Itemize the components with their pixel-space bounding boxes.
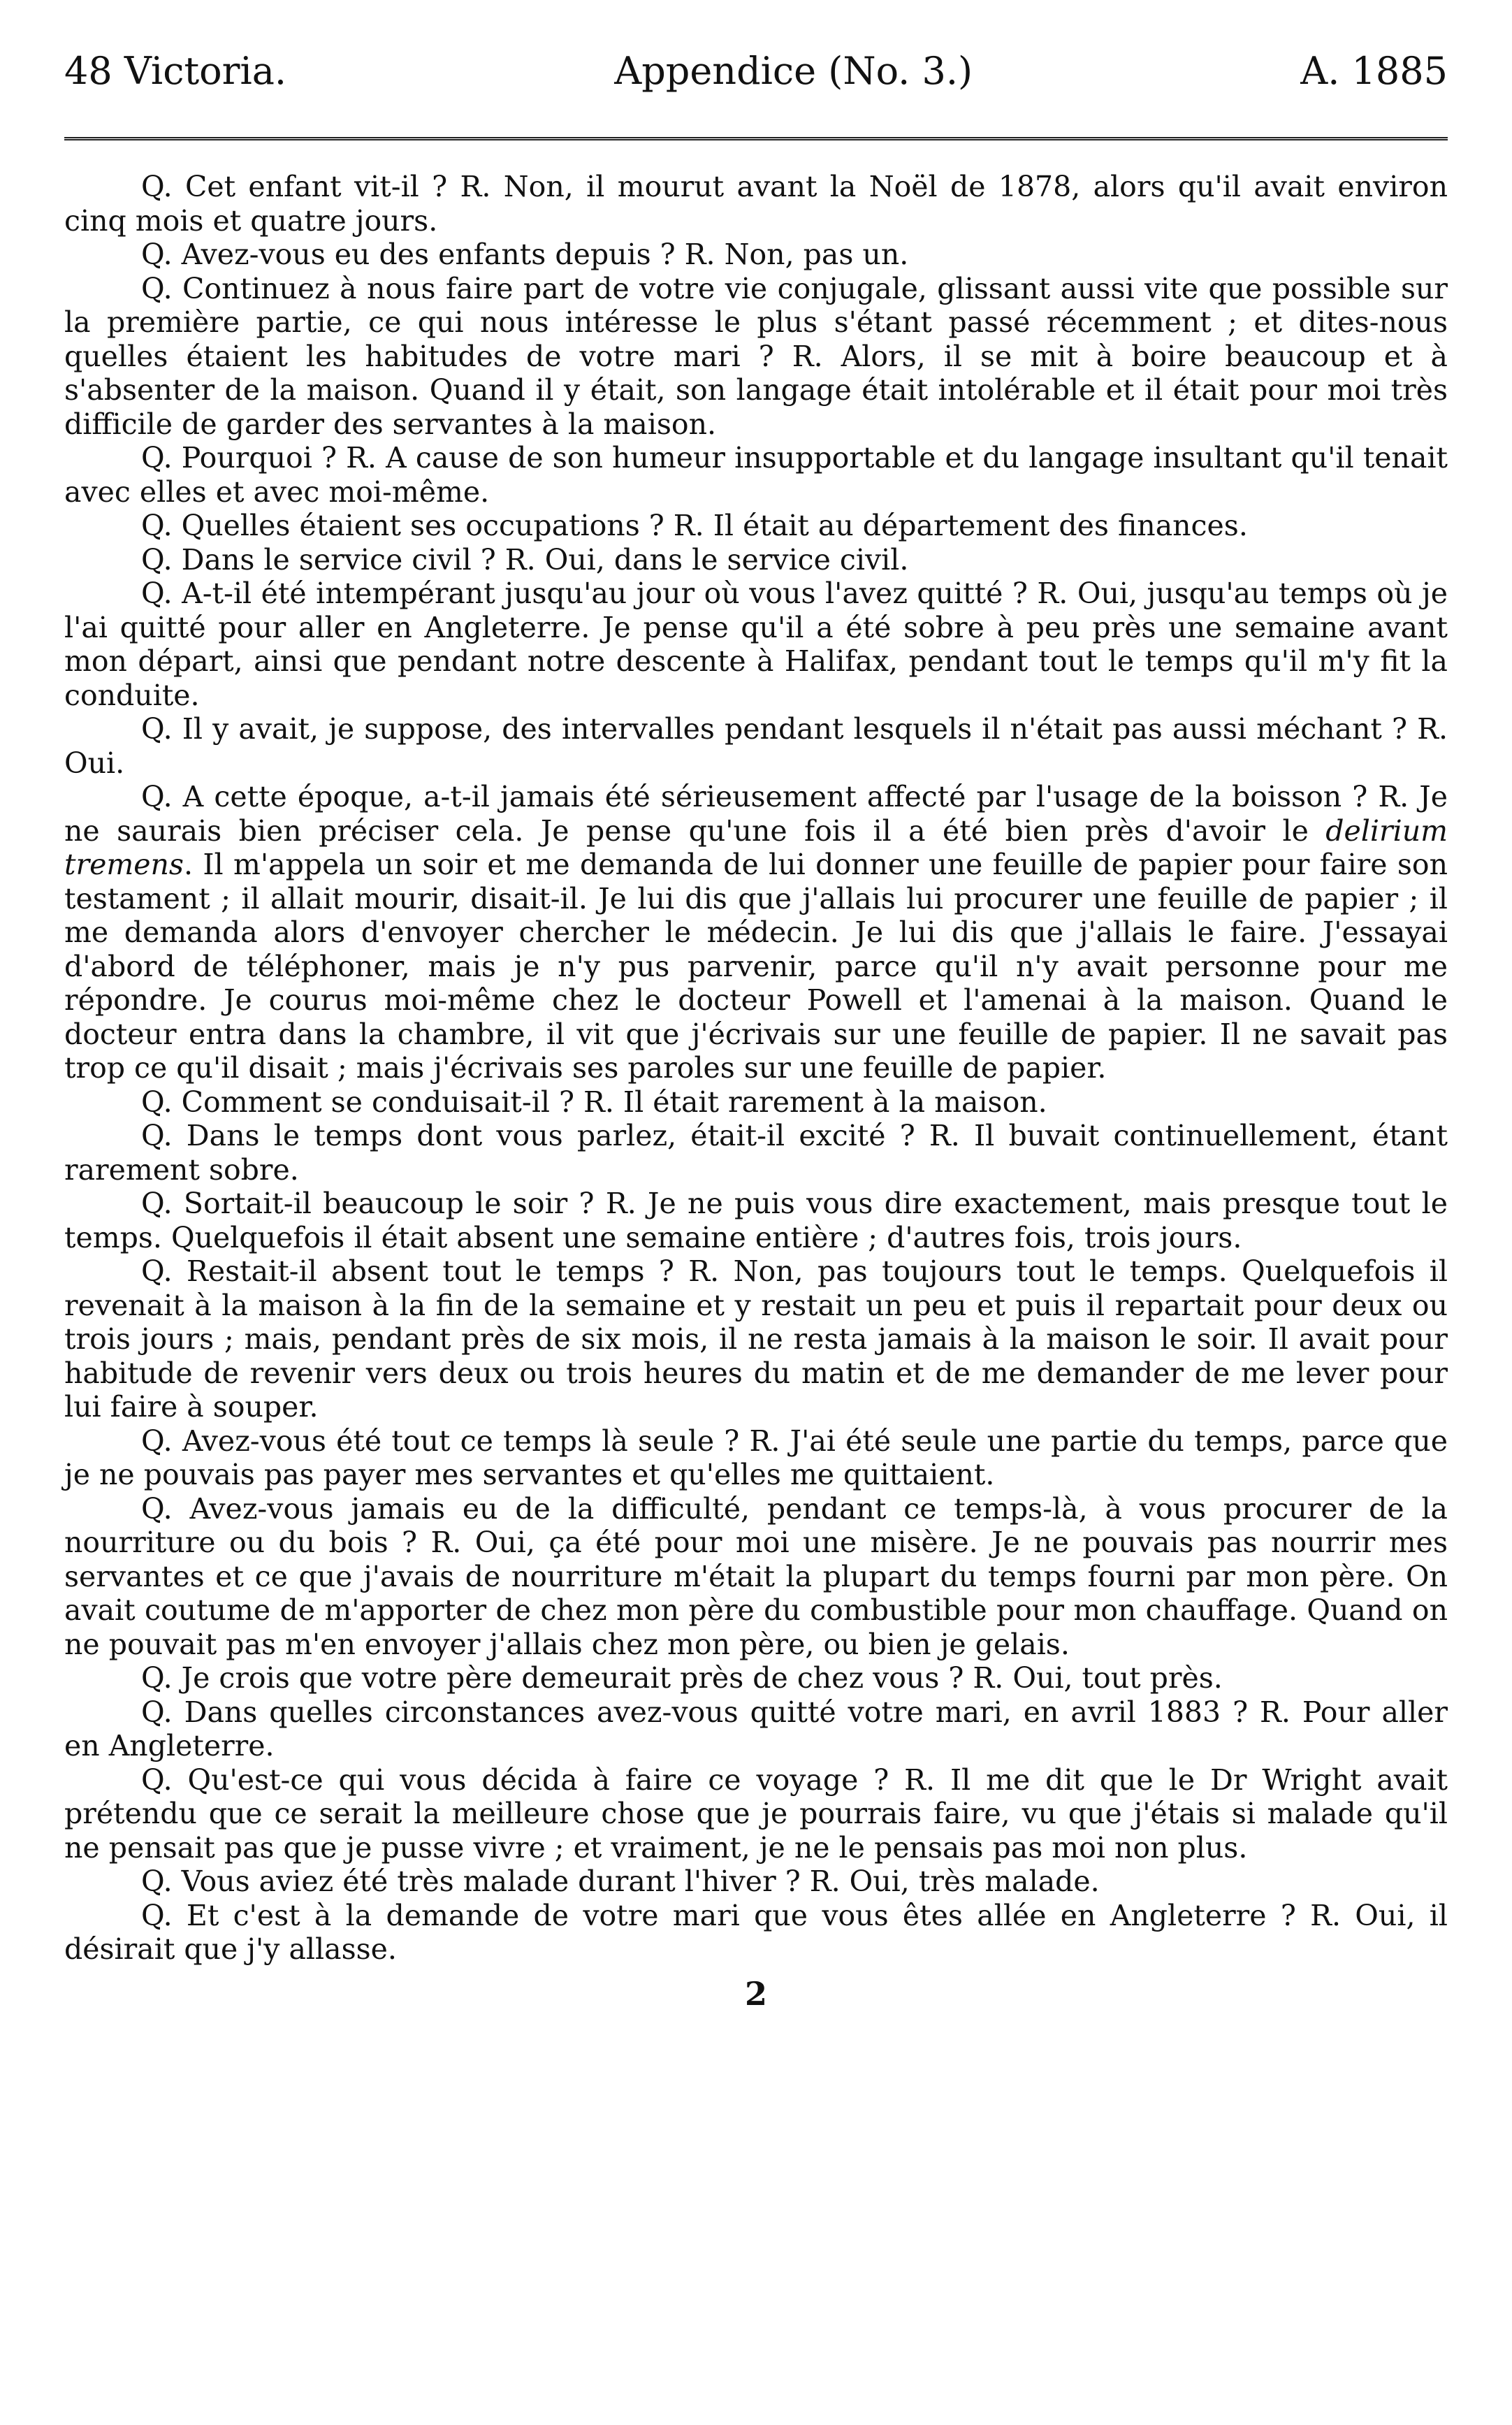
- paragraph-5: Q. Quelles étaient ses occupations ? R. Il était au département des finances.: [141, 509, 1248, 542]
- paragraph-18: Q. Qu'est-ce qui vous décida à faire ce voyage ? R. Il me dit que le Dr Wright avait prétendu que ce serait la meilleure chose que je pourrais faire, vu que j'étais si malade qu'il ne pensait pas que je pusse vivre ; et vraiment, je ne le pensais pas moi non plus.: [64, 1762, 1448, 1865]
- header-right: A. 1885: [1300, 49, 1448, 93]
- paragraph-8: Q. Il y avait, je suppose, des intervalles pendant lesquels il n'était pas aussi méchant ? R. Oui.: [64, 712, 1448, 780]
- paragraph-7: Q. A-t-il été intempérant jusqu'au jour où vous l'avez quitté ? R. Oui, jusqu'au temps où je l'ai quitté pour aller en Angleterre. Je pense qu'il a été sobre à peu près une semaine avant mon départ, ainsi que pendant notre descente à Halifax, pendant tout le temps qu'il m'y fit la conduite.: [64, 577, 1448, 712]
- paragraph-15: Q. Avez-vous jamais eu de la difficulté, pendant ce temps-là, à vous procurer de la nourriture ou du bois ? R. Oui, ça été pour moi une misère. Je ne pouvais pas nourrir mes servantes et ce que j'avais de nourriture m'était la plupart du temps fourni par mon père. On avait coutume de m'apporter de chez mon père du combustible pour mon chauffage. Quand on ne pouvait pas m'en envoyer j'allais chez mon père, ou bien je gelais.: [64, 1491, 1448, 1661]
- paragraph-3: Q. Continuez à nous faire part de votre vie conjugale, glissant aussi vite que possible sur la première partie, ce qui nous intéresse le plus s'étant passé récemment ; et dites-nous quelles étaient les habitudes de votre mari ? R. Alors, il se mit à boire beaucoup et à s'absenter de la maison. Quand il y était, son langage était intolérable et il était pour moi très difficile de garder des servantes à la maison.: [64, 271, 1448, 441]
- paragraph-14: Q. Avez-vous été tout ce temps là seule ? R. J'ai été seule une partie du temps, parce que je ne pouvais pas payer mes servantes et qu'elles me quittaient.: [64, 1424, 1448, 1491]
- paragraph-20: Q. Et c'est à la demande de votre mari que vous êtes allée en Angleterre ? R. Oui, il désirait que j'y allasse.: [64, 1898, 1448, 1966]
- paragraph-11: Q. Dans le temps dont vous parlez, était-il excité ? R. Il buvait continuellement, étant rarement sobre.: [64, 1119, 1448, 1187]
- paragraph-2: Q. Avez-vous eu des enfants depuis ? R. Non, pas un.: [141, 238, 909, 271]
- italic-term: delirium tremens: [64, 813, 1448, 881]
- body-text: [64, 170, 1448, 1967]
- header-center: Appendice (No. 3.): [614, 49, 973, 93]
- paragraph-9: Q. A cette époque, a-t-il jamais été sérieusement affecté par l'usage de la boisson ? R. Je ne saurais bien préciser cela. Je pense qu'une fois il a été bien près d'avoir le delirium tremens. Il m'appela un soir et me demanda de lui donner une feuille de papier pour faire son testament ; il allait mourir, disait-il. Je lui dis que j'allais lui procurer une feuille de papier ; il me demanda alors d'envoyer chercher le médecin. Je lui dis que j'allais le faire. J'essayai d'abord de téléphoner, mais je n'y pus parvenir, parce qu'il n'y avait personne pour me répondre. Je courus moi-même chez le docteur Powell et l'amenai à la maison. Quand le docteur entra dans la chambre, il vit que j'écrivais sur une feuille de papier. Il ne savait pas trop ce qu'il disait ; mais j'écrivais ses paroles sur une feuille de papier.: [64, 780, 1448, 1085]
- paragraph-4: Q. Pourquoi ? R. A cause de son humeur insupportable et du langage insultant qu'il tenait avec elles et avec moi-même.: [64, 441, 1448, 509]
- paragraph-6: Q. Dans le service civil ? R. Oui, dans le service civil.: [141, 542, 909, 577]
- paragraph-10: Q. Comment se conduisait-il ? R. Il était rarement à la maison.: [141, 1085, 1047, 1119]
- paragraph-13: Q. Restait-il absent tout le temps ? R. Non, pas toujours tout le temps. Quelquefois il revenait à la maison à la fin de la semaine et y restait un peu et puis il repartait pour deux ou trois jours ; mais, pendant près de six mois, il ne resta jamais à la maison le soir. Il avait pour habitude de revenir vers deux ou trois heures du matin et de me demander de me lever pour lui faire à souper.: [64, 1254, 1448, 1424]
- paragraph-16: Q. Je crois que votre père demeurait près de chez vous ? R. Oui, tout près.: [141, 1661, 1223, 1695]
- paragraph-17: Q. Dans quelles circonstances avez-vous quitté votre mari, en avril 1883 ? R. Pour aller en Angleterre.: [64, 1695, 1448, 1762]
- page-number: 2: [744, 1974, 767, 2013]
- header-left: 48 Victoria.: [64, 49, 287, 93]
- paragraph-1: Q. Cet enfant vit-il ? R. Non, il mourut avant la Noël de 1878, alors qu'il avait environ cinq mois et quatre jours.: [64, 170, 1448, 238]
- header-rule: [64, 137, 1448, 140]
- running-header: [64, 49, 1448, 94]
- paragraph-19: Q. Vous aviez été très malade durant l'hiver ? R. Oui, très malade.: [141, 1865, 1100, 1898]
- paragraph-12: Q. Sortait-il beaucoup le soir ? R. Je ne puis vous dire exactement, mais presque tout le temps. Quelquefois il était absent une semaine entière ; d'autres fois, trois jours.: [64, 1187, 1448, 1254]
